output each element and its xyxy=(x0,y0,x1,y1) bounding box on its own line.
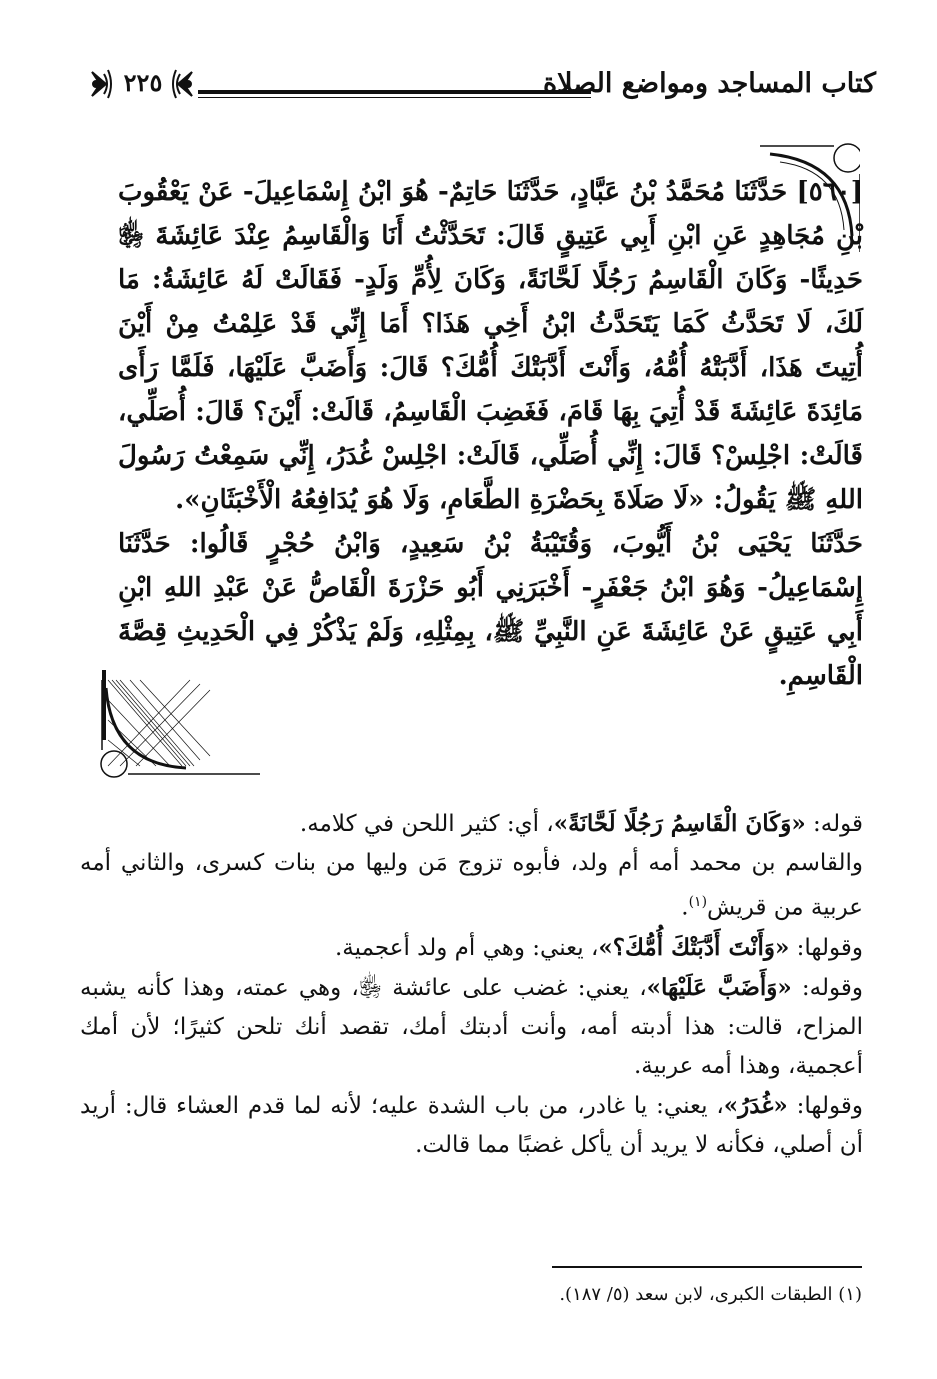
commentary-lead: قوله: xyxy=(805,811,863,837)
commentary-paragraph-1 xyxy=(80,804,863,844)
commentary-paragraph-5 xyxy=(80,1086,863,1165)
hadith-paragraph-1: [٥٦٠] حَدَّثَنَا مُحَمَّدُ بْنُ عَبَّادٍ، حَدَّثَنَا حَاتِمٌ- هُوَ ابْنُ إِسْمَاعِيلَ- عَنْ يَعْقُوبَ بْنِ مُجَاهِدٍ عَنِ ابْنِ أَبِي عَتِيقٍ قَالَ: تَحَدَّثْتُ أَنَا وَالْقَاسِمُ عِنْدَ عَائِشَةَ ﵂ حَدِيثًا- وَكَانَ الْقَاسِمُ رَجُلًا لَحَّانَةً، وَكَانَ لِأُمِّ وَلَدٍ- فَقَالَتْ لَهُ عَائِشَةُ: مَا لَكَ، لَا تَحَدَّثُ كَمَا يَتَحَدَّثُ ابْنُ أَخِي هَذَا؟ أَمَا إِنِّي قَدْ عَلِمْتُ مِنْ أَيْنَ أُتِيتَ هَذَا، أَدَّبَتْهُ أُمُّهُ، وَأَنْتَ أَدَّبَتْكَ أُمُّكَ؟ قَالَ: وَأَضَبَّ عَلَيْهَا، فَلَمَّا رَأَى مَائِدَةَ عَائِشَةَ قَدْ أُتِيَ بِهَا قَامَ، فَغَضِبَ الْقَاسِمُ، قَالَتْ: أَيْنَ؟ قَالَ: أُصَلِّي، قَالَتْ: اجْلِسْ؟ قَالَ: إِنِّي أُصَلِّي، قَالَتْ: اجْلِسْ غُدَرُ، إِنِّي سَمِعْتُ رَسُولَ اللهِ ﷺ يَقُولُ: «لَا صَلَاةَ بِحَضْرَةِ الطَّعَامِ، وَلَا هُوَ يُدَافِعُهُ الْأَخْبَثَانِ». xyxy=(118,177,863,515)
footnote-reference[interactable]: (١) xyxy=(688,894,708,910)
commentary-text xyxy=(80,804,863,1165)
commentary-lead: وقولها: xyxy=(789,934,863,961)
quoted-phrase: «وَكَانَ الْقَاسِمُ رَجُلًا لَحَّانَةً» xyxy=(553,810,806,837)
commentary-paragraph-3 xyxy=(80,928,863,968)
page-number-badge xyxy=(86,62,198,106)
commentary-paragraph-4 xyxy=(80,968,863,1086)
page-header xyxy=(86,62,876,118)
commentary-body: ، يعني: غضب على عائشة ﵂، وهي عمته، وهذا كأنه يشبه المزاح، قالت: هذا أدبته أمه، وأنت أدبتك أمك، تقصد أنك تلحن كثيرًا؛ لأن أمك أعجمية، وهذا أمه عربية. xyxy=(80,974,863,1079)
book-title: كتاب المساجد ومواضع الصلاة xyxy=(542,68,876,99)
page-number: ٢٢٥ xyxy=(123,68,163,97)
commentary-body: ، أي: كثير اللحن في كلامه. xyxy=(299,811,554,837)
footnote: (١) الطبقات الكبرى، لابن سعد (٥/ ١٨٧). xyxy=(559,1284,862,1305)
quoted-phrase: «وَأَضَبَّ عَلَيْهَا» xyxy=(646,973,792,1001)
header-rule xyxy=(198,90,591,94)
commentary-end: . xyxy=(681,894,689,921)
quoted-phrase: «وَأَنْتَ أَدَّبَتْكَ أُمُّكَ؟» xyxy=(598,933,790,961)
commentary-paragraph-2 xyxy=(80,844,863,928)
footnote-separator xyxy=(552,1266,862,1268)
quoted-phrase: «غُدَرُ» xyxy=(723,1091,788,1119)
hadith-paragraph-2: حَدَّثَنَا يَحْيَى بْنُ أَيُّوبَ، وَقُتَيْبَةُ بْنُ سَعِيدٍ، وَابْنُ حُجْرٍ قَالُوا: حَدَّثَنَا إِسْمَاعِيلُ- وَهُوَ ابْنُ جَعْفَرٍ- أَخْبَرَنِي أَبُو حَزْرَةَ الْقَاصُّ عَنْ عَبْدِ اللهِ ابْنِ أَبِي عَتِيقٍ عَنْ عَائِشَةَ عَنِ النَّبِيِّ ﷺ، بِمِثْلِهِ، وَلَمْ يَذْكُرْ فِي الْحَدِيثِ قِصَّةَ الْقَاسِمِ. xyxy=(118,529,863,691)
hadith-text xyxy=(118,170,863,698)
commentary-lead: وقولها: xyxy=(787,1092,863,1119)
commentary-body: والقاسم بن محمد أمه أم ولد، فأبوه تزوج مَن وليها من بنات كسرى، والثاني أمه عربية من قريش xyxy=(80,850,863,921)
commentary-body: ، يعني: وهي أم ولد أعجمية. xyxy=(335,934,599,961)
commentary-body: ، يعني: يا غادر، من باب الشدة عليه؛ لأنه لما قدم العشاء قال: أريد أن أصلي، فكأنه لا يريد أن يأكل غضبًا مما قالت. xyxy=(80,1092,863,1158)
commentary-lead: وقوله: xyxy=(791,974,863,1001)
